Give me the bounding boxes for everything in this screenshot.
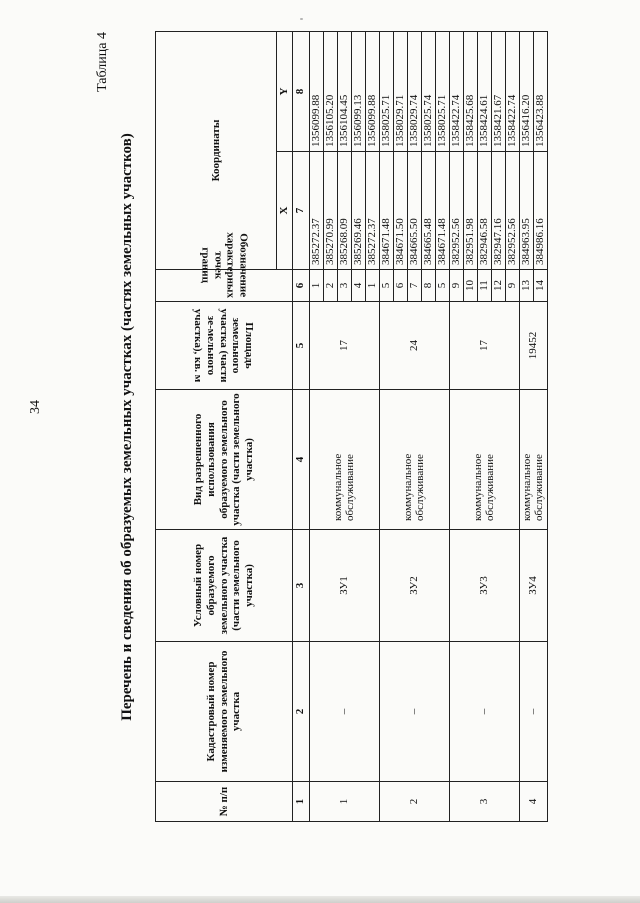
column-number: 7 [292, 152, 309, 270]
table-row [309, 31, 323, 821]
coord-x-cell: 382951.98 [463, 152, 477, 270]
coord-y-cell: 1356099.88 [309, 31, 323, 151]
header-coords: Координаты [156, 31, 277, 269]
coord-x-cell: 384671.48 [435, 152, 449, 270]
coord-y-cell: 1358025.74 [421, 31, 435, 151]
parcels-table [155, 31, 548, 822]
header-use: Вид разрешенного использования образуемого земельного участка (части земельного участка) [156, 390, 293, 530]
point-id-cell: 7 [407, 270, 421, 302]
permitted-use-cell: коммунальное обслуживание [309, 390, 379, 530]
point-id-cell: 9 [505, 270, 519, 302]
coord-x-cell: 384963.95 [519, 152, 533, 270]
header-points [156, 232, 293, 302]
page-number: 34 [28, 400, 43, 414]
point-id-cell: 8 [421, 270, 435, 302]
header-y: Y [277, 31, 293, 151]
header-area [156, 302, 293, 390]
area-cell: 17 [309, 302, 379, 390]
parcel-number-cell: 1 [309, 782, 379, 822]
parcel-number-cell: 2 [379, 782, 449, 822]
point-id-cell: 2 [323, 270, 337, 302]
coord-y-cell: 1356105.20 [323, 31, 337, 151]
header-cadastral: Кадастровый номер изменяемого земельного участка [156, 642, 293, 782]
cadastral-number-cell: – [309, 642, 379, 782]
coord-x-cell: 385269.46 [351, 152, 365, 270]
coord-y-cell: 1358025.71 [435, 31, 449, 151]
table-label: Таблица 4 [95, 32, 110, 92]
point-id-cell: 11 [477, 270, 491, 302]
coord-y-cell: 1356099.13 [351, 31, 365, 151]
header-points-text: Обозначение характерных точек границ [199, 232, 250, 298]
column-number: 2 [292, 642, 309, 782]
parcels-table-body [309, 31, 547, 821]
conditional-number-cell: ЗУ3 [449, 530, 519, 642]
coord-x-cell: 385270.99 [323, 152, 337, 270]
point-id-cell: 1 [365, 270, 379, 302]
permitted-use-cell: коммунальное обслуживание [379, 390, 449, 530]
coord-x-cell: 385272.37 [365, 152, 379, 270]
point-id-cell: 4 [351, 270, 365, 302]
column-number: 4 [292, 390, 309, 530]
coord-x-cell: 382952.56 [505, 152, 519, 270]
area-cell: 19452 [519, 302, 547, 390]
header-area-text: Площадь земельного участка (части зе-мельного участка), кв. м [192, 308, 256, 383]
point-id-cell: 13 [519, 270, 533, 302]
column-number: 3 [292, 530, 309, 642]
coord-x-cell: 384665.50 [407, 152, 421, 270]
scan-speck [300, 18, 303, 20]
parcel-number-cell: 4 [519, 782, 547, 822]
point-id-cell: 9 [449, 270, 463, 302]
column-number: 6 [292, 270, 309, 302]
point-id-cell: 5 [435, 270, 449, 302]
column-number: 1 [292, 782, 309, 822]
coord-x-cell: 384671.48 [379, 152, 393, 270]
conditional-number-cell: ЗУ4 [519, 530, 547, 642]
coord-y-cell: 1356423.88 [533, 31, 547, 151]
conditional-number-cell: ЗУ1 [309, 530, 379, 642]
coord-x-cell: 384665.48 [421, 152, 435, 270]
header-conditional: Условный номер образуемого земельного участка (части земельного участка) [156, 530, 293, 642]
header-num: № п/п [156, 782, 293, 822]
coord-y-cell: 1358422.74 [505, 31, 519, 151]
cadastral-number-cell: – [449, 642, 519, 782]
coord-y-cell: 1356416.20 [519, 31, 533, 151]
coord-x-cell: 384671.50 [393, 152, 407, 270]
point-id-cell: 10 [463, 270, 477, 302]
table-row [449, 31, 463, 821]
column-number: 8 [292, 31, 309, 151]
header-x: X [277, 152, 293, 270]
coord-x-cell: 382946.58 [477, 152, 491, 270]
coord-y-cell: 1356104.45 [337, 31, 351, 151]
cadastral-number-cell: – [379, 642, 449, 782]
column-number: 5 [292, 302, 309, 390]
table-title: Перечень и сведения об образуемых земельных участках (частях земельных участков) [119, 133, 135, 721]
area-cell: 24 [379, 302, 449, 390]
coord-x-cell: 384986.16 [533, 152, 547, 270]
point-id-cell: 12 [491, 270, 505, 302]
coord-y-cell: 1358422.74 [449, 31, 463, 151]
point-id-cell: 5 [379, 270, 393, 302]
point-id-cell: 1 [309, 270, 323, 302]
coord-x-cell: 382947.16 [491, 152, 505, 270]
coord-x-cell: 385272.37 [309, 152, 323, 270]
cadastral-number-cell: – [519, 642, 547, 782]
table-row [379, 31, 393, 821]
permitted-use-cell: коммунальное обслуживание [519, 390, 547, 530]
area-cell: 17 [449, 302, 519, 390]
permitted-use-cell: коммунальное обслуживание [449, 390, 519, 530]
coord-y-cell: 1358025.71 [379, 31, 393, 151]
coord-y-cell: 1358029.74 [407, 31, 421, 151]
table-row [519, 31, 533, 821]
coord-x-cell: 385268.09 [337, 152, 351, 270]
coord-y-cell: 1358029.71 [393, 31, 407, 151]
coord-y-cell: 1358424.61 [477, 31, 491, 151]
parcel-number-cell: 3 [449, 782, 519, 822]
conditional-number-cell: ЗУ2 [379, 530, 449, 642]
scan-bottom-edge [0, 896, 640, 903]
rotated-table-block [95, 32, 620, 822]
coord-y-cell: 1358421.67 [491, 31, 505, 151]
coord-y-cell: 1358425.68 [463, 31, 477, 151]
point-id-cell: 3 [337, 270, 351, 302]
coord-y-cell: 1356099.88 [365, 31, 379, 151]
point-id-cell: 14 [533, 270, 547, 302]
point-id-cell: 6 [393, 270, 407, 302]
coord-x-cell: 382952.56 [449, 152, 463, 270]
